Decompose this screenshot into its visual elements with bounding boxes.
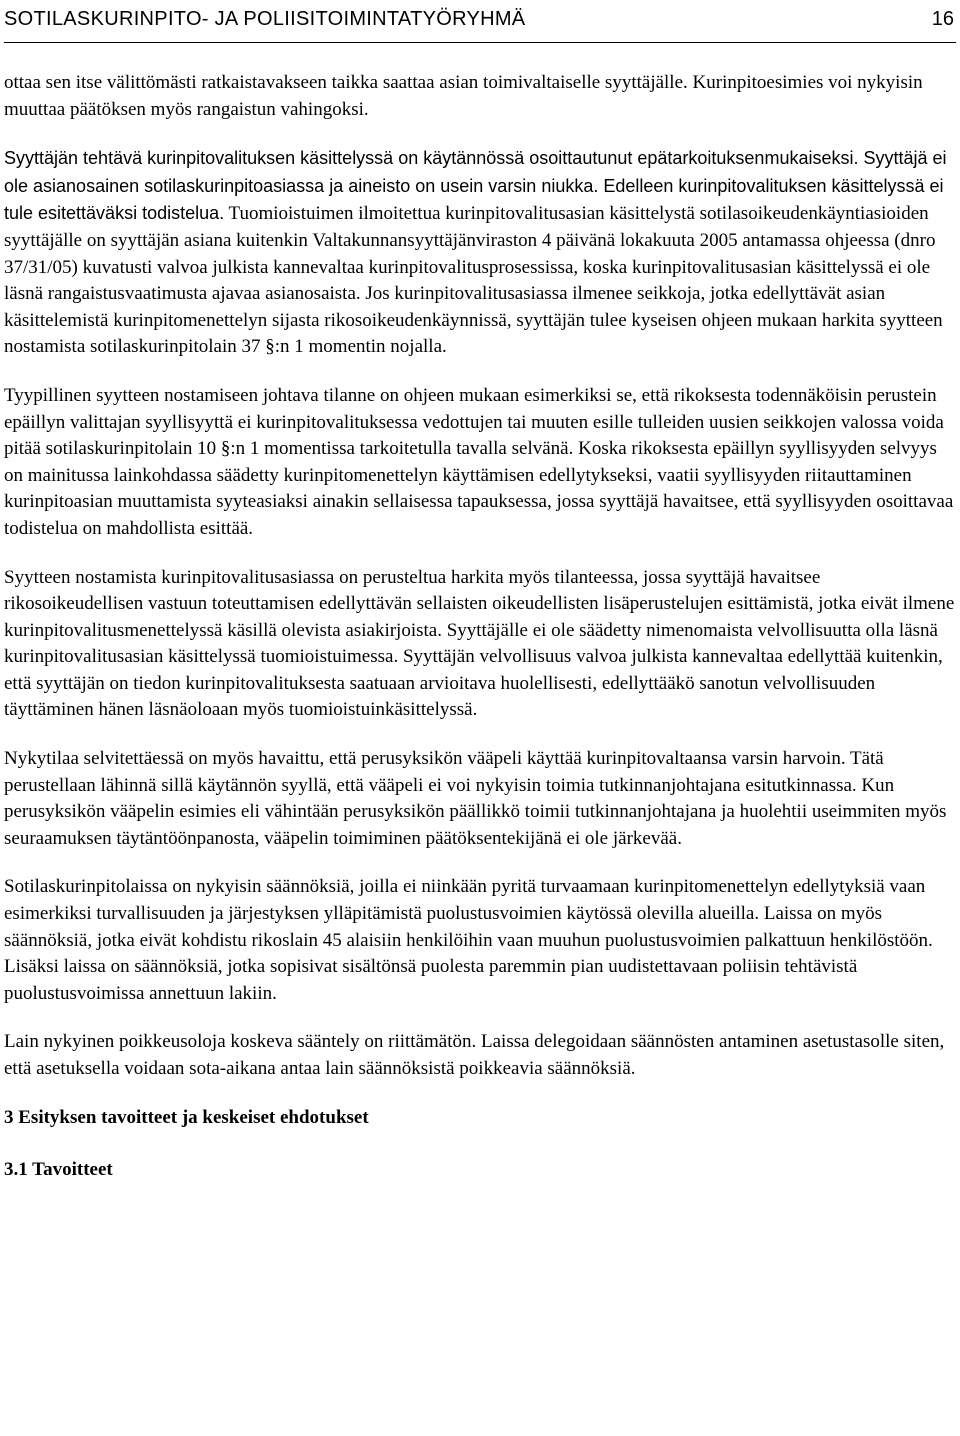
paragraph-1: ottaa sen itse välittömästi ratkaistavakseen taikka saattaa asian toimivaltaiselle syyttäjälle. Kurinpitoesimies voi nykyisin muuttaa päätöksen myös rangaistun vahingoksi. — [4, 72, 923, 120]
running-header — [4, 6, 956, 43]
paragraph-5: Nykytilaa selvitettäessä on myös havaittu, että perusyksikön vääpeli käyttää kurinpitovaltaansa varsin harvoin. Tätä perustellaan lähinnä sillä käytännön syyllä, että vääpeli ei voi nykyisin toimia tutkinnanjohtajana esitutkinnassa. Kun perusyksikön vääpelin esimies eli vähintään perusyksikön päällikkö toimii tutkinnanjohtajana ja huolehtii useimmiten myös seuraamuksen täytäntöönpanosta, vääpelin toimiminen päätöksentekijänä ei ole järkevää. — [4, 748, 947, 849]
body-text — [4, 70, 956, 1183]
header-title: SOTILASKURINPITO- JA POLIISITOIMINTATYÖRYHMÄ — [4, 8, 526, 30]
paragraph-3: Tyypillinen syytteen nostamiseen johtava tilanne on ohjeen mukaan esimerkiksi se, että rikoksesta todennäköisin perustein epäillyn valittajan syyllisyyttä ei kurinpitovalituksessa vedottujen tai muuten esille tulleiden uusien seikkojen valossa voida pitää sotilaskurinpitolain 10 §:n 1 momentissa tarkoitetulla tavalla selvänä. Koska rikoksesta epäillyn syyllisyyden selvyys on mainitussa lainkohdassa säädetty kurinpitomenettelyn käyttämisen edellytykseksi, vaatii syyllisyyden riitauttaminen kurinpitoasian muuttamista syyteasiaksi ainakin sellaisessa tapauksessa, jossa syyttäjä havaitsee, että syyllisyyden osoittavaa todistelua on mahdollista esittää. — [4, 384, 954, 539]
paragraph-7: Lain nykyinen poikkeusoloja koskeva sääntely on riittämätön. Laissa delegoidaan säännösten antaminen asetustasolle siten, että asetuksella voidaan sota-aikana antaa lain säännöksistä poikkeavia säännöksiä. — [4, 1031, 945, 1079]
paragraph-2-sans-part: Syyttäjän tehtävä kurinpitovalituksen käsittelyssä on käytännössä osoittautunut epätarkoituksenmukaiseksi. Syyttäjä ei ole asianosainen sotilaskurinpitoasiassa ja aineisto on usein varsin niukka. Edelleen kurinpitovalituksen käsittelyssä ei tule esitettäväksi todistelua. — [4, 148, 947, 224]
paragraph-4: Syytteen nostamista kurinpitovalitusasiassa on perusteltua harkita myös tilanteessa, jossa syyttäjä havaitsee rikosoikeudellisen vastuun toteuttamisen edellyttävän sellaisten oikeudellisten lisäperustelujen esittämistä, jotka eivät ilmene kurinpitovalitusmenettelyssä käsillä olevista asiakirjoista. Syyttäjälle ei ole säädetty nimenomaista velvollisuutta olla läsnä kurinpitovalitusasian käsittelyssä tuomioistuimessa. Syyttäjän velvollisuus valvoa julkista kannevaltaa edellyttää kuitenkin, että syyttäjän on tiedon kurinpitovalituksesta saatuaan arvioitava huolellisesti, edellyttääkö sanotun velvollisuuden täyttäminen hänen läsnäoloaan myös tuomioistuinkäsittelyssä. — [4, 566, 955, 721]
section-heading: 3 Esityksen tavoitteet ja keskeiset ehdotukset — [4, 1106, 369, 1128]
paragraph-2-serif-part: Tuomioistuimen ilmoitettua kurinpitovalitusasian käsittelystä sotilasoikeudenkäyntiasioiden syyttäjälle on syyttäjän asiana kuitenkin Valtakunnansyyttäjänviraston 4 päivänä lokakuuta 2005 antamassa ohjeessa (dnro 37/31/05) kuvatusti valvoa julkista kannevaltaa kurinpitovalitusprosessissa, koska kurinpitovalitusasian käsittelyssä ei ole läsnä rangaistusvaatimusta ajavaa asianosaista. Jos kurinpitovalitusasiassa ilmenee seikkoja, jotka edellyttävät asian käsittelemistä kurinpitomenettelyn sijasta rikosoikeudenkäynnissä, syyttäjän tulee kyseisen ohjeen mukaan harkita syytteen nostamista sotilaskurinpitolain 37 §:n 1 momentin nojalla. — [4, 203, 943, 358]
paragraph-2 — [4, 145, 956, 361]
subsection-heading: 3.1 Tavoitteet — [4, 1158, 113, 1180]
page-number: 16 — [931, 8, 954, 30]
paragraph-6: Sotilaskurinpitolaissa on nykyisin säännöksiä, joilla ei niinkään pyritä turvaamaan kurinpitomenettelyn edellytyksiä vaan esimerkiksi turvallisuuden ja järjestyksen ylläpitämistä puolustusvoimien käytössä olevilla alueilla. Laissa on myös säännöksiä, jotka eivät kohdistu rikoslain 45 alaisiin henkilöihin vaan muuhun puolustusvoimien palkattuun henkilöstöön. Lisäksi laissa on säännöksiä, jotka sopisivat sisältönsä puolesta paremmin pian uudistettavaan poliisin tehtävistä puolustusvoimissa annettuun lakiin. — [4, 876, 933, 1004]
